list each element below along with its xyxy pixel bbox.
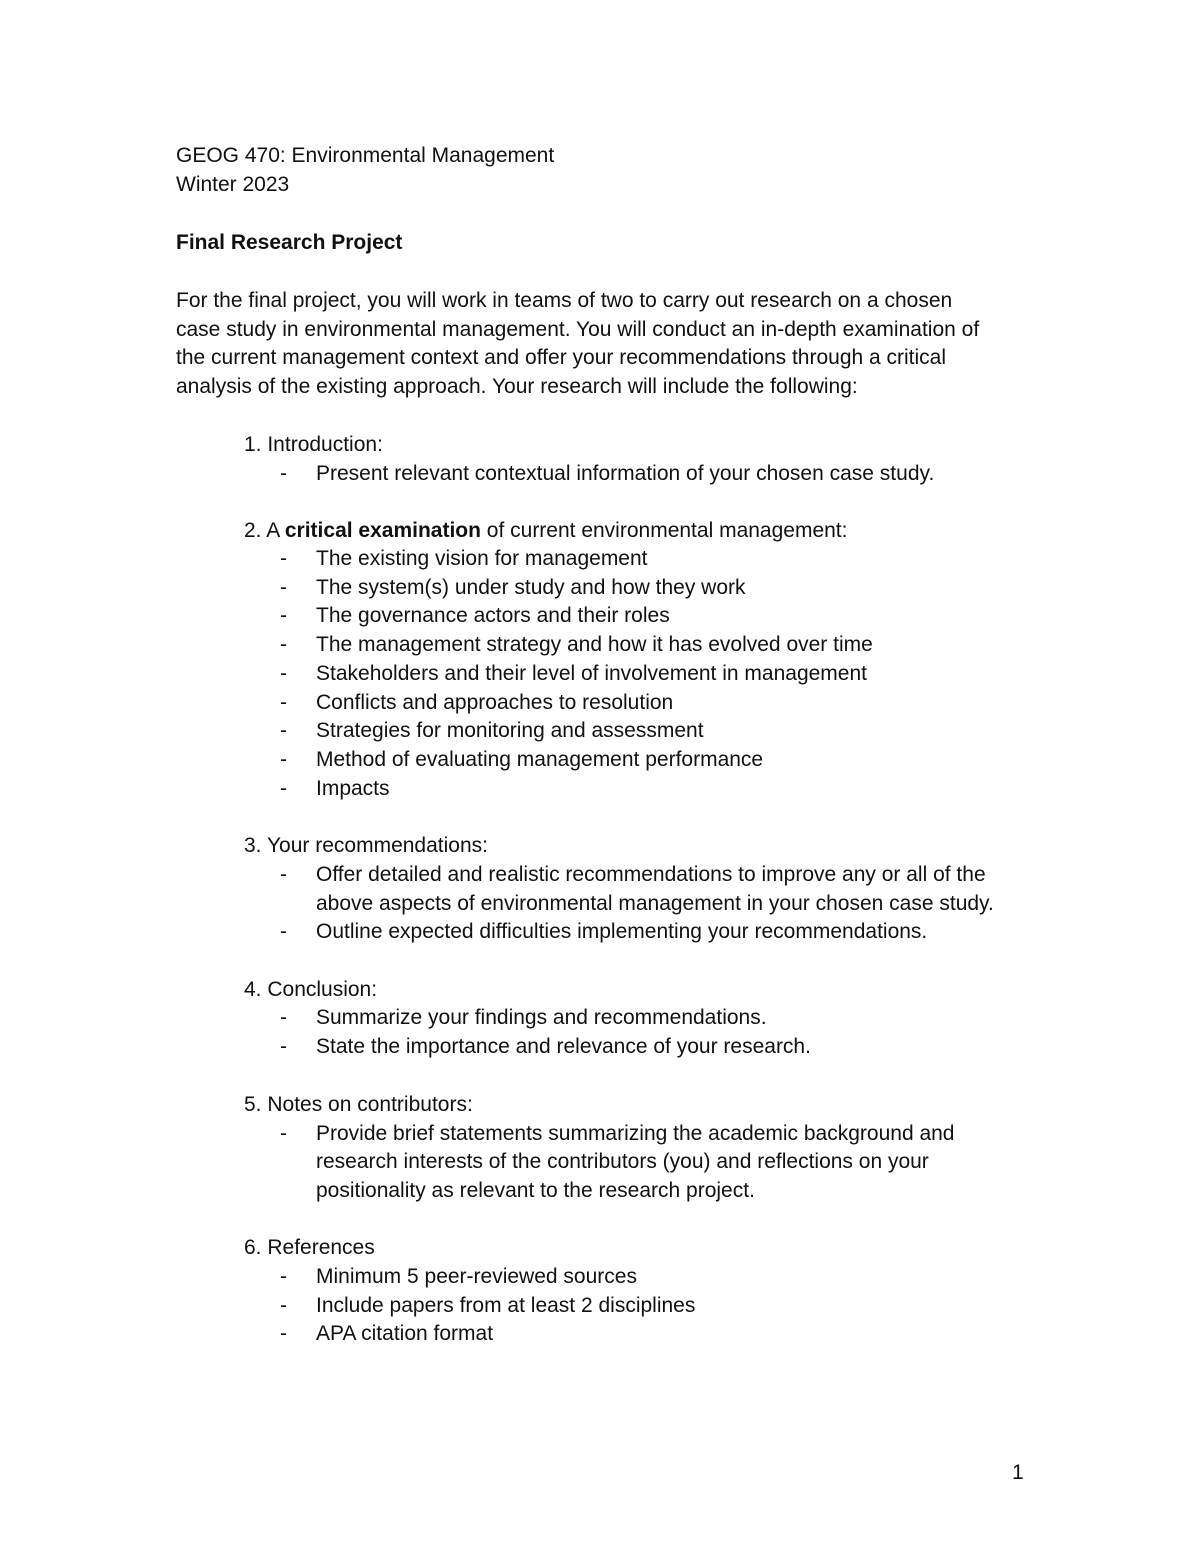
section-heading-recommendations: 3. Your recommendations: [244, 834, 488, 857]
list-item-text: Offer detailed and realistic recommendations to improve any or all of the [316, 863, 986, 886]
list-item-text: Include papers from at least 2 disciplines [316, 1294, 696, 1317]
list-item-text: Stakeholders and their level of involvement in management [316, 662, 867, 685]
bullet-dash: - [280, 863, 287, 886]
list-item-text: Method of evaluating management performance [316, 748, 764, 771]
section-heading-critical-examination [244, 517, 847, 545]
bullet-dash: - [280, 662, 287, 685]
list-item-text: Present relevant contextual information of your chosen case study. [316, 462, 935, 485]
section-heading-contributors: 5. Notes on contributors: [244, 1093, 473, 1116]
bullet-dash: - [280, 777, 287, 800]
bullet-dash: - [280, 748, 287, 771]
list-item-text: APA citation format [316, 1322, 494, 1345]
heading-suffix: of current environmental management: [480, 519, 848, 542]
list-item-text: The existing vision for management [316, 547, 648, 570]
intro-line: case study in environmental management. You will conduct an in-depth examination of [176, 318, 980, 341]
bullet-dash: - [280, 604, 287, 627]
bullet-dash: - [280, 1006, 287, 1029]
list-item-text: The management strategy and how it has evolved over time [316, 633, 873, 656]
heading-prefix: 2. A [244, 519, 285, 542]
list-item-text: Strategies for monitoring and assessment [316, 719, 704, 742]
bullet-dash: - [280, 719, 287, 742]
list-item-continuation: above aspects of environmental management in your chosen case study. [316, 892, 994, 915]
intro-line: analysis of the existing approach. Your research will include the following: [176, 375, 858, 398]
list-item-text: State the importance and relevance of your research. [316, 1035, 811, 1058]
section-heading-introduction: 1. Introduction: [244, 433, 383, 456]
section-heading-conclusion: 4. Conclusion: [244, 978, 378, 1001]
bullet-dash: - [280, 462, 287, 485]
list-item-text: The system(s) under study and how they work [316, 576, 746, 599]
page-number: 1 [1012, 1461, 1024, 1484]
document-title: Final Research Project [176, 231, 403, 254]
bullet-dash: - [280, 1265, 287, 1288]
list-item-text: The governance actors and their roles [316, 604, 670, 627]
bullet-dash: - [280, 920, 287, 943]
bullet-dash: - [280, 633, 287, 656]
intro-line: For the final project, you will work in teams of two to carry out research on a chosen [176, 289, 953, 312]
bullet-dash: - [280, 576, 287, 599]
list-item-text: Impacts [316, 777, 390, 800]
list-item-text: Minimum 5 peer-reviewed sources [316, 1265, 637, 1288]
list-item-text: Outline expected difficulties implementing your recommendations. [316, 920, 928, 943]
bullet-dash: - [280, 1294, 287, 1317]
course-title: GEOG 470: Environmental Management [176, 144, 555, 167]
heading-emphasis: critical examination [284, 519, 481, 542]
bullet-dash: - [280, 1322, 287, 1345]
list-item-text: Conflicts and approaches to resolution [316, 691, 674, 714]
bullet-dash: - [280, 1122, 287, 1145]
list-item-text: Provide brief statements summarizing the academic background and [316, 1122, 955, 1145]
list-item-continuation: positionality as relevant to the research project. [316, 1179, 755, 1202]
term: Winter 2023 [176, 173, 290, 196]
bullet-dash: - [280, 1035, 287, 1058]
bullet-dash: - [280, 691, 287, 714]
intro-line: the current management context and offer your recommendations through a critical [176, 346, 947, 369]
bullet-dash: - [280, 547, 287, 570]
list-item-continuation: research interests of the contributors (you) and reflections on your [316, 1150, 929, 1173]
section-heading-references: 6. References [244, 1236, 375, 1259]
list-item-text: Summarize your findings and recommendations. [316, 1006, 767, 1029]
